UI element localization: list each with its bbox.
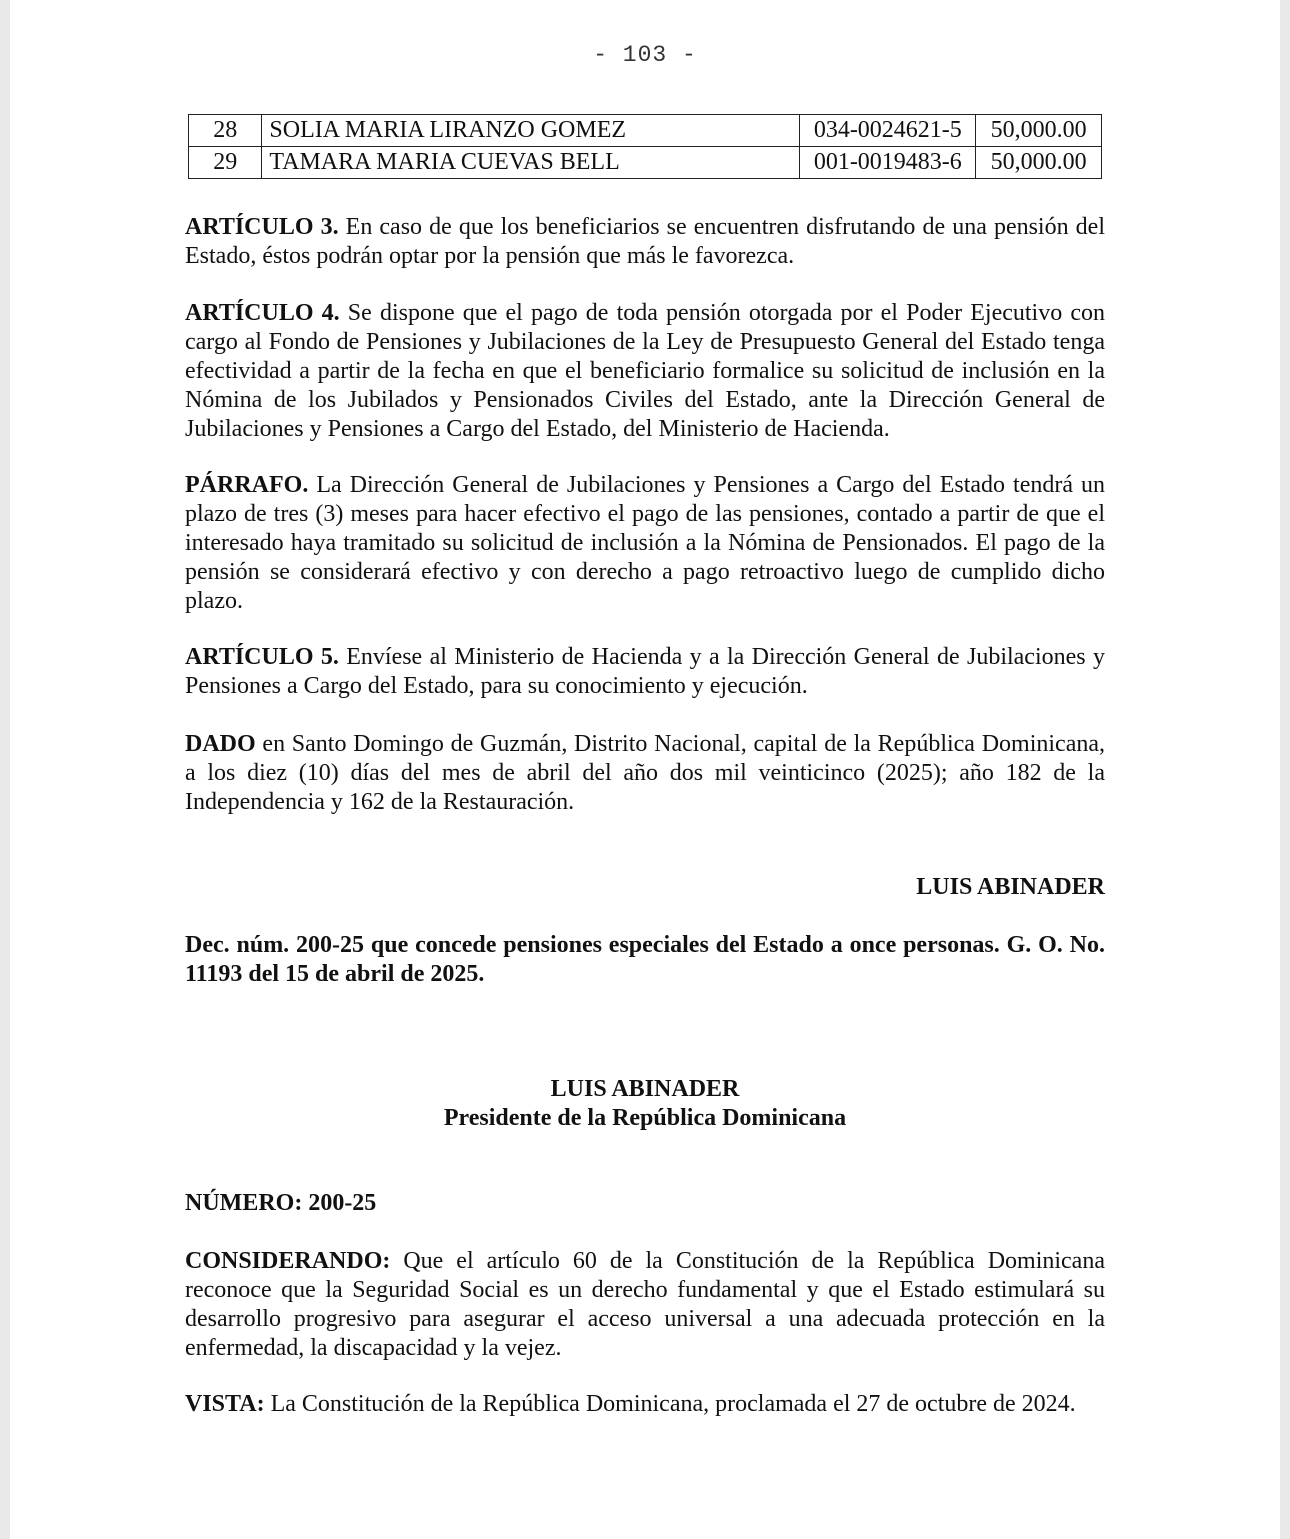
articulo-3-label: ARTÍCULO 3. [185,214,339,240]
beneficiary-name: SOLIA MARIA LIRANZO GOMEZ [262,115,800,147]
articulo-3 [185,213,1105,271]
decree-number: NÚMERO: 200-25 [185,1190,377,1216]
row-number: 29 [189,147,262,179]
president-name: LUIS ABINADER [550,1076,740,1102]
president-title: Presidente de la República Dominicana [443,1105,847,1131]
considerando [185,1247,1105,1363]
table-row [189,115,1102,147]
parrafo-label: PÁRRAFO. [185,472,309,498]
vista-label: VISTA: [185,1391,265,1417]
articulo-5-text: Envíese al Ministerio de Hacienda y a la Dirección General de Jubilaciones y Pensiones a Cargo del Estado, para su conocimiento y ejecución. [185,644,1105,699]
articulo-3-text: En caso de que los beneficiarios se encuentren disfrutando de una pensión del Estado, éstos podrán optar por la pensión que más le favorezca. [185,214,1105,269]
pension-amount: 50,000.00 [976,115,1102,147]
beneficiary-name: TAMARA MARIA CUEVAS BELL [262,147,800,179]
signature-name: LUIS ABINADER [916,874,1105,900]
page-number: - 103 - [593,42,697,68]
articulo-4-text: Se dispone que el pago de toda pensión otorgada por el Poder Ejecutivo con cargo al Fondo de Pensiones y Jubilaciones de la Ley de Presupuesto General del Estado tenga efectividad a partir de la fecha en que el beneficiario formalice su solicitud de inclusión en la Nómina de los Jubilados y Pensionados Civiles del Estado, ante la Dirección General de Jubilaciones y Pensiones a Cargo del Estado, del Ministerio de Hacienda. [185,300,1105,442]
vista-text: La Constitución de la República Dominicana, proclamada el 27 de octubre de 2024. [264,1391,1076,1417]
considerando-text: Que el artículo 60 de la Constitución de la República Dominicana reconoce que la Seguridad Social es un derecho fundamental y que el Estado estimulará su desarrollo progresivo para asegurar el acceso universal a una adecuada protección en la enfermedad, la discapacidad y la vejez. [185,1248,1105,1361]
row-number: 28 [189,115,262,147]
articulo-4-label: ARTÍCULO 4. [185,300,340,326]
considerando-label: CONSIDERANDO: [185,1248,391,1274]
decree-title: Dec. núm. 200-25 que concede pensiones especiales del Estado a once personas. G. O. No. 11193 del 15 de abril de 2025. [185,932,1105,987]
pension-amount: 50,000.00 [976,147,1102,179]
dado-paragraph [185,730,1105,817]
articulo-4 [185,299,1105,444]
beneficiaries-table [188,114,1102,179]
id-number: 034-0024621-5 [800,115,976,147]
vista [185,1390,1105,1419]
table-row [189,147,1102,179]
dado-text: en Santo Domingo de Guzmán, Distrito Nacional, capital de la República Dominicana, a los diez (10) días del mes de abril del año dos mil veinticinco (2025); año 182 de la Independencia y 162 de la Restauración. [185,731,1105,815]
articulo-5-label: ARTÍCULO 5. [185,644,339,670]
parrafo [185,471,1105,616]
articulo-5 [185,643,1105,701]
id-number: 001-0019483-6 [800,147,976,179]
parrafo-text: La Dirección General de Jubilaciones y Pensiones a Cargo del Estado tendrá un plazo de tres (3) meses para hacer efectivo el pago de las pensiones, contado a partir de que el interesado haya tramitado su solicitud de inclusión a la Nómina de Pensionados. El pago de la pensión se considerará efectivo y con derecho a pago retroactivo luego de cumplido dicho plazo. [185,472,1105,614]
dado-label: DADO [185,731,256,757]
